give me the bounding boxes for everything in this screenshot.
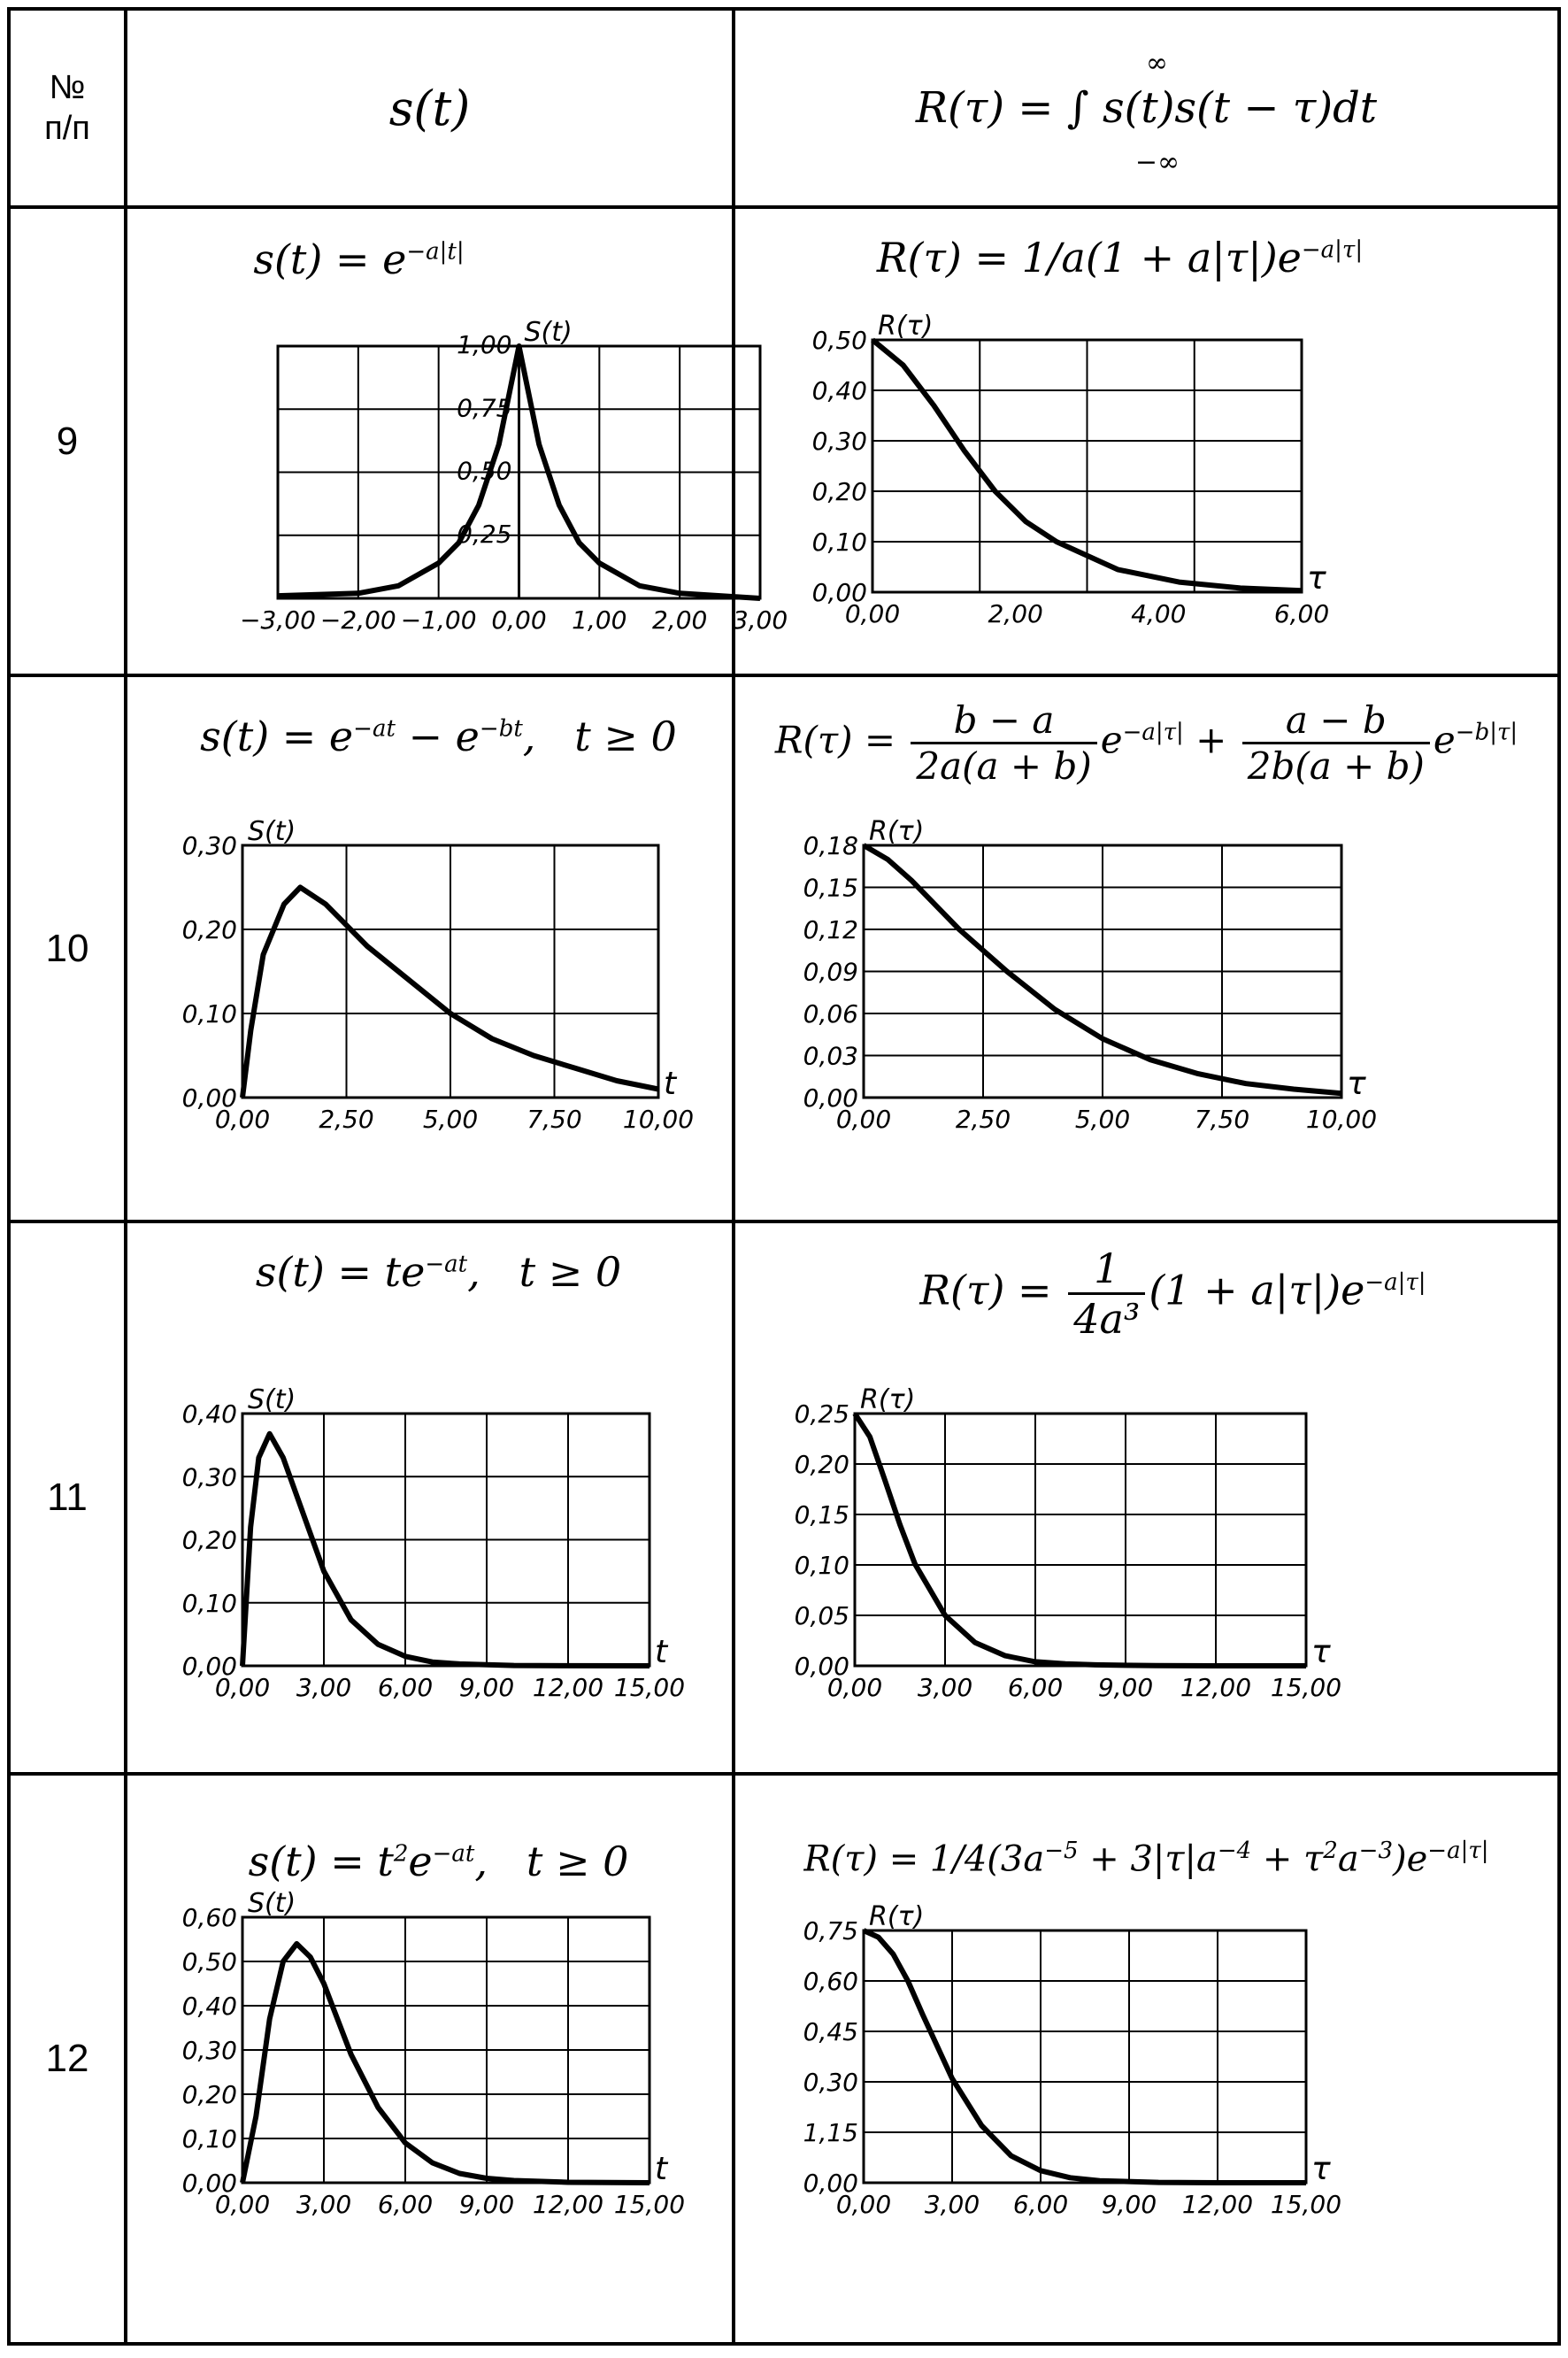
signal-chart-9 (127, 209, 788, 674)
series-line (242, 1434, 649, 1666)
x-tick-label: 12,00 (1181, 2190, 1254, 2219)
signal-formula-part-2: − e (395, 713, 480, 760)
row-number: 9 (9, 207, 126, 675)
autocorrelation-cell (734, 1221, 1559, 1774)
x-tick-label: 10,00 (1305, 1105, 1378, 1134)
y-tick-label: 1,15 (803, 2118, 858, 2147)
x-tick-label: 12,00 (532, 2190, 604, 2219)
y-tick-label: 0,00 (181, 1083, 237, 1113)
y-tick-label: 0,30 (181, 1462, 237, 1492)
x-tick-label: 3,00 (924, 2190, 980, 2219)
y-axis-label: S(t) (248, 1384, 296, 1415)
header-row (9, 9, 1559, 207)
table-row (9, 1774, 1559, 2344)
x-tick-label: 10,00 (622, 1105, 695, 1134)
signal-formula-part-1: s(t) = e (200, 713, 354, 760)
y-tick-label: 0,50 (811, 326, 867, 355)
y-tick-label: 0,40 (811, 376, 867, 405)
y-tick-label: 0,25 (794, 1399, 849, 1429)
x-tick-label: 0,00 (214, 2190, 271, 2219)
series-line (864, 1930, 1306, 2183)
signal-formula-exponent-b: −bt (479, 715, 523, 743)
x-tick-label: 0,00 (214, 1673, 271, 1702)
autocorrelation-formula-exponent: −a|τ| (1364, 1269, 1426, 1297)
y-tick-label: 0,30 (181, 2036, 237, 2065)
y-tick-label: 0,40 (181, 1992, 237, 2021)
y-axis-label: R(τ) (878, 311, 934, 342)
x-axis-label: t (664, 1066, 677, 1102)
signal-cell (126, 675, 734, 1221)
header-autocorrelation (734, 9, 1559, 207)
autocorrelation-formula-lhs: R(τ) = (919, 1266, 1052, 1314)
header-signal (126, 9, 734, 207)
x-tick-label: 9,00 (458, 1673, 515, 1702)
y-axis-label: S(t) (248, 1888, 296, 1919)
exponent-2: −b|τ| (1455, 719, 1518, 746)
y-tick-label: 0,00 (811, 578, 867, 607)
y-tick-label: 0,75 (803, 1916, 858, 1946)
x-tick-label: 1,00 (572, 605, 627, 635)
x-tick-label: 5,00 (422, 1105, 479, 1134)
x-axis-label: t (655, 1634, 668, 1670)
x-tick-label: 9,00 (1097, 1673, 1154, 1702)
fraction: $\frac{1}{\text{4a³}}$ (1068, 1244, 1145, 1343)
y-axis-label: R(τ) (869, 1901, 925, 1932)
number-label: № п/п (44, 69, 90, 147)
x-tick-label: 2,00 (651, 605, 708, 635)
signal-chart-10 (127, 677, 732, 1220)
x-tick-label: 0,00 (491, 605, 547, 635)
y-tick-label: 0,00 (803, 1083, 858, 1113)
signal-formula-lhs: s(t) = te (255, 1248, 426, 1296)
signal-label: s(t) (388, 80, 471, 136)
autocorrelation-chart-9 (732, 209, 1479, 674)
x-tick-label: 6,00 (377, 2190, 434, 2219)
signal-chart-12 (127, 1776, 732, 2342)
y-tick-label: 0,10 (181, 1588, 237, 1618)
integral-lower-limit: −∞ (1134, 147, 1180, 178)
autocorrelation-chart-10 (735, 677, 1479, 1220)
x-tick-label: −2,00 (319, 605, 396, 635)
table-row (9, 675, 1559, 1221)
x-tick-label: 15,00 (1270, 2190, 1342, 2219)
y-tick-label: 0,15 (794, 1500, 849, 1530)
autocorrelation-cell (734, 207, 1559, 675)
signal-formula-condition: , t ≥ 0 (467, 1248, 622, 1296)
row-number: 12 (9, 1774, 126, 2344)
y-tick-label: 0,50 (457, 456, 512, 486)
y-tick-label: 0,50 (181, 1947, 237, 1977)
y-tick-label: 0,18 (803, 831, 858, 860)
x-tick-label: 7,50 (527, 1105, 582, 1134)
x-axis-label: t (655, 2151, 668, 2187)
y-tick-label: 0,20 (811, 477, 867, 506)
exponent-1: −a|τ| (1122, 719, 1184, 746)
autocorrelation-label: R(τ) = ∫ s(t)s(t − τ)dt (915, 83, 1378, 133)
x-tick-label: 15,00 (613, 2190, 686, 2219)
signal-formula-condition: , t ≥ 0 (522, 713, 677, 760)
plot-frame (864, 1930, 1306, 2183)
y-axis-label: R(τ) (860, 1384, 916, 1415)
y-axis-label: R(τ) (869, 816, 925, 847)
x-tick-label: 2,50 (955, 1105, 1011, 1134)
y-tick-label: 0,00 (181, 2169, 237, 2198)
x-tick-label: 0,00 (844, 599, 901, 628)
signal-formula-exp-base: e (408, 1838, 433, 1885)
x-tick-label: 7,50 (1194, 1105, 1250, 1134)
signal-formula-square: 2 (393, 1840, 409, 1868)
series-line (242, 1944, 649, 2183)
y-tick-label: 0,09 (803, 957, 858, 987)
y-axis-label: S(t) (524, 317, 573, 348)
autocorrelation-formula: $R(\tau) = 1/4(3a^{-5} + 3|\tau|a^{-4} + \tau^2a^{-3})e^{-a|\tau|}$ (803, 1838, 1489, 1880)
signal-formula-exponent: −at (432, 1840, 475, 1868)
x-tick-label: 9,00 (1101, 2190, 1157, 2219)
y-tick-label: 0,10 (794, 1551, 849, 1580)
x-axis-label: τ (1311, 1634, 1331, 1670)
y-tick-label: 0,03 (803, 1041, 858, 1071)
x-tick-label: 0,00 (835, 1105, 892, 1134)
correlation-table (7, 7, 1561, 2346)
signal-chart-11 (127, 1223, 732, 1772)
x-tick-label: 3,00 (296, 2190, 352, 2219)
x-tick-label: 5,00 (1074, 1105, 1131, 1134)
y-tick-label: 0,30 (803, 2068, 858, 2097)
y-tick-label: 0,30 (181, 831, 237, 860)
x-tick-label: 3,00 (917, 1673, 973, 1702)
x-tick-label: −3,00 (240, 605, 316, 635)
x-tick-label: 4,00 (1131, 599, 1187, 628)
x-tick-label: 2,00 (988, 599, 1043, 628)
autocorrelation-chart-11 (735, 1223, 1479, 1772)
signal-cell (126, 1774, 734, 2344)
x-tick-label: 15,00 (613, 1673, 686, 1702)
y-tick-label: 0,30 (811, 427, 867, 456)
x-tick-label: 6,00 (1012, 2190, 1069, 2219)
y-tick-label: 1,00 (457, 330, 512, 359)
y-tick-label: 0,60 (803, 1967, 858, 1996)
y-tick-label: 0,20 (181, 1525, 237, 1555)
y-tick-label: 0,15 (803, 873, 858, 903)
x-tick-label: 0,00 (826, 1673, 883, 1702)
x-tick-label: 12,00 (1180, 1673, 1252, 1702)
x-tick-label: 9,00 (458, 2190, 515, 2219)
x-tick-label: 0,00 (835, 2190, 892, 2219)
exp-base-2: e (1433, 718, 1456, 762)
y-tick-label: 0,45 (803, 2017, 858, 2046)
y-tick-label: 0,00 (803, 2169, 858, 2198)
y-tick-label: 0,00 (794, 1652, 849, 1681)
integral-upper-limit: ∞ (1145, 48, 1168, 79)
y-axis-label: S(t) (248, 816, 296, 847)
x-axis-label: τ (1307, 560, 1326, 597)
signal-formula-lhs: s(t) = t (248, 1838, 394, 1885)
y-tick-label: 0,20 (181, 915, 237, 944)
autocorrelation-formula-lhs: R(τ) = 1/a(1 + a|τ|)e (876, 234, 1302, 281)
signal-formula-lhs: s(t) = e (253, 235, 407, 283)
row-number: 10 (9, 675, 126, 1221)
table-row (9, 1221, 1559, 1774)
y-tick-label: 0,10 (181, 999, 237, 1029)
y-tick-label: 0,20 (181, 2080, 237, 2109)
x-tick-label: 3,00 (296, 1673, 352, 1702)
autocorrelation-formula-lhs: R(τ) = (774, 718, 896, 762)
signal-formula-exponent-a: −at (353, 715, 396, 743)
x-tick-label: 15,00 (1270, 1673, 1342, 1702)
x-tick-label: 2,50 (319, 1105, 374, 1134)
y-tick-label: 0,05 (794, 1601, 849, 1630)
plot-frame (855, 1414, 1306, 1666)
signal-cell (126, 207, 788, 675)
y-tick-label: 0,10 (811, 528, 867, 557)
autocorrelation-chart-12 (735, 1776, 1479, 2342)
x-tick-label: 12,00 (532, 1673, 604, 1702)
x-tick-label: −1,00 (400, 605, 477, 635)
x-tick-label: 0,00 (214, 1105, 271, 1134)
series-line (855, 1414, 1306, 1666)
x-tick-label: 3,00 (732, 605, 788, 635)
y-tick-label: 0,00 (181, 1652, 237, 1681)
signal-formula-condition: , t ≥ 0 (474, 1838, 629, 1885)
plus-sign: + (1195, 718, 1239, 762)
table-row (9, 207, 1559, 675)
row-number: 11 (9, 1221, 126, 1774)
x-tick-label: 6,00 (377, 1673, 434, 1702)
header-number (9, 9, 126, 207)
signal-formula-exponent: −a|t| (406, 238, 465, 266)
y-tick-label: 0,10 (181, 2124, 237, 2154)
fraction-2: $\frac{a - b}{2b(a + b)}$ (1242, 698, 1430, 788)
x-axis-label: τ (1347, 1066, 1366, 1102)
autocorrelation-formula-exponent: −a|τ| (1301, 236, 1364, 264)
y-tick-label: 0,40 (181, 1399, 237, 1429)
autocorrelation-formula-lhs: R(τ) = 1/4(3a (803, 1838, 1045, 1880)
y-tick-label: 0,60 (181, 1903, 237, 1932)
autocorrelation-cell (734, 675, 1559, 1221)
autocorrelation-cell (734, 1774, 1559, 2344)
y-tick-label: 0,75 (457, 393, 512, 423)
fraction-1: $\frac{b - a}{2a(a + b)}$ (911, 698, 1096, 788)
y-tick-label: 0,25 (457, 519, 512, 549)
exp-base-1: e (1100, 718, 1123, 762)
x-axis-label: τ (1311, 2151, 1331, 2187)
autocorrelation-formula-rest: (1 + a|τ|)e (1149, 1266, 1365, 1314)
y-tick-label: 0,12 (803, 915, 858, 944)
y-tick-label: 0,06 (803, 999, 858, 1029)
signal-formula-exponent: −at (425, 1251, 468, 1278)
y-tick-label: 0,20 (794, 1450, 849, 1479)
x-tick-label: 6,00 (1273, 599, 1330, 628)
signal-cell (126, 1221, 734, 1774)
x-tick-label: 6,00 (1007, 1673, 1064, 1702)
